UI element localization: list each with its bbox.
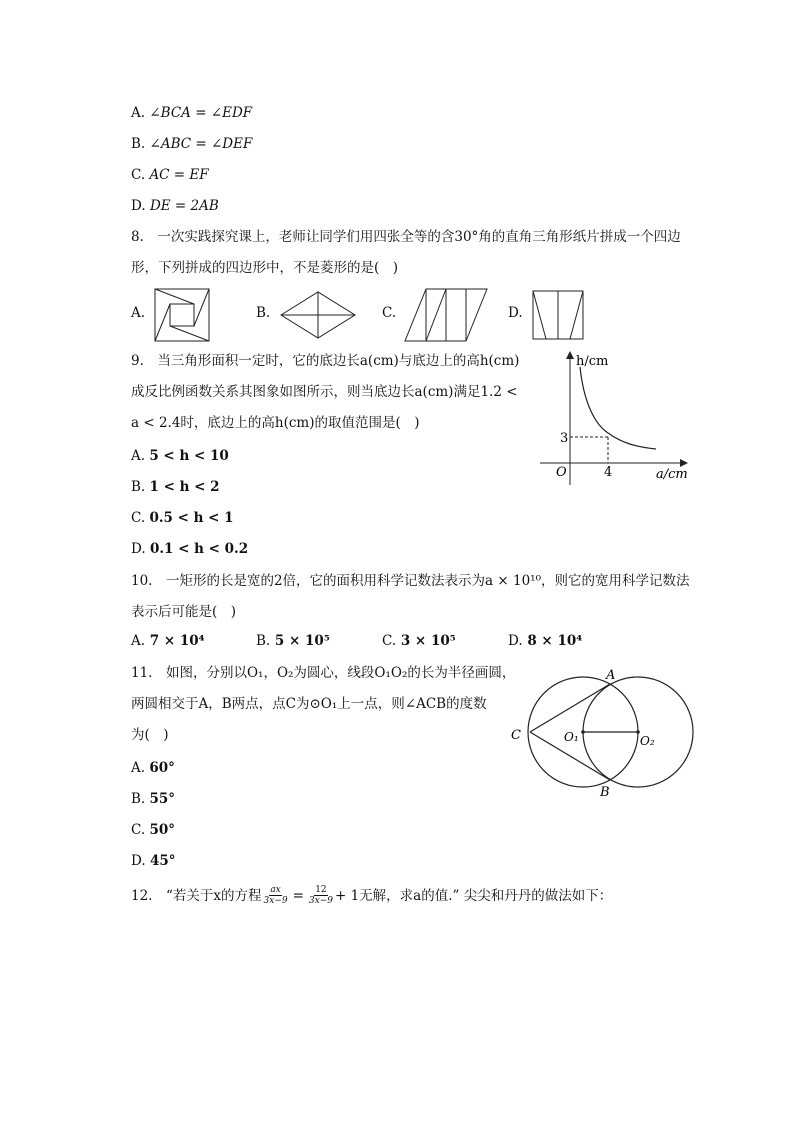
point-a-label: A — [606, 668, 616, 683]
q8-stem-line2: 形，下列拼成的四边形中，不是菱形的是( ) — [131, 260, 399, 276]
q7-option-c: C. AC = EF — [131, 167, 209, 183]
point-o1-label: O₁ — [564, 730, 579, 744]
point-c-label: C — [511, 728, 521, 743]
q11-stem-line1: 11. 如图，分别以O₁，O₂为圆心，线段O₁O₂的长为半径画圆， — [131, 665, 516, 681]
q9-graph — [536, 345, 696, 485]
q9-stem-line3: a < 2.4时，底边上的高h(cm)的取值范围是( ) — [131, 415, 420, 431]
q8-option-b-label: B. — [256, 305, 271, 321]
q12-fraction-1: $\frac{ax}{3x-9}$ — [263, 885, 288, 906]
q7-option-d: D. DE = 2AB — [131, 198, 219, 214]
q8-figure-c — [404, 288, 488, 342]
y-tick-label: 3 — [560, 431, 569, 446]
q12-fraction-2: $\frac{12}{3x-9}$ — [308, 885, 333, 906]
q9-option-a: A. 5 < h < 10 — [131, 448, 229, 464]
q10-option-d: D. 8 × 10⁴ — [508, 633, 583, 649]
q10-option-b: B. 5 × 10⁵ — [256, 633, 330, 649]
q11-figure — [504, 664, 696, 800]
q8-option-a-label: A. — [131, 305, 146, 321]
q9-stem-line2: 成反比例函数关系其图象如图所示，则当底边长a(cm)满足1.2 < — [131, 384, 518, 400]
q8-stem-line1: 8. 一次实践探究课上，老师让同学们用四张全等的含30°角的直角三角形纸片拼成一个四边 — [131, 229, 681, 245]
q11-stem-line3: 为( ) — [131, 727, 169, 743]
origin-label: O — [556, 465, 567, 480]
q10-stem-line1: 10. 一矩形的长是宽的2倍，它的面积用科学记数法表示为a × 10¹⁰，则它的宽用科学记数法 — [131, 573, 690, 589]
q8-figure-d — [532, 290, 584, 340]
q11-option-a: A. 60° — [131, 760, 175, 776]
q11-option-b: B. 55° — [131, 791, 176, 807]
y-axis-label: h/cm — [576, 354, 609, 369]
q8-option-c-label: C. — [382, 305, 397, 321]
q9-option-b: B. 1 < h < 2 — [131, 479, 220, 495]
q9-stem-line1: 9. 当三角形面积一定时，它的底边长a(cm)与底边上的高h(cm) — [131, 353, 520, 369]
q7-option-a: A. ∠BCA = ∠EDF — [131, 105, 253, 121]
q11-option-d: D. 45° — [131, 853, 176, 869]
point-o2-label: O₂ — [640, 734, 655, 748]
q11-option-c: C. 50° — [131, 822, 175, 838]
x-tick-label: 4 — [604, 465, 613, 480]
q12-stem: 12. “若关于x的方程 $\frac{ax}{3x-9}$ = $\frac{12}{3x-9}$ + 1无解，求a的值.” 尖尖和丹丹的做法如下： — [131, 885, 613, 906]
q8-figure-a — [154, 288, 210, 342]
q10-option-c: C. 3 × 10⁵ — [382, 633, 456, 649]
q8-figure-b — [280, 291, 356, 339]
q9-option-d: D. 0.1 < h < 0.2 — [131, 541, 249, 557]
q8-option-d-label: D. — [508, 305, 523, 321]
q10-stem-line2: 表示后可能是( ) — [131, 604, 237, 620]
x-axis-label: a/cm — [656, 467, 688, 482]
point-b-label: B — [600, 785, 610, 800]
q7-option-b: B. ∠ABC = ∠DEF — [131, 136, 253, 152]
q9-option-c: C. 0.5 < h < 1 — [131, 510, 234, 526]
q11-stem-line2: 两圆相交于A，B两点，点C为⊙O₁上一点，则∠ACB的度数 — [131, 696, 487, 712]
q10-option-a: A. 7 × 10⁴ — [131, 633, 205, 649]
